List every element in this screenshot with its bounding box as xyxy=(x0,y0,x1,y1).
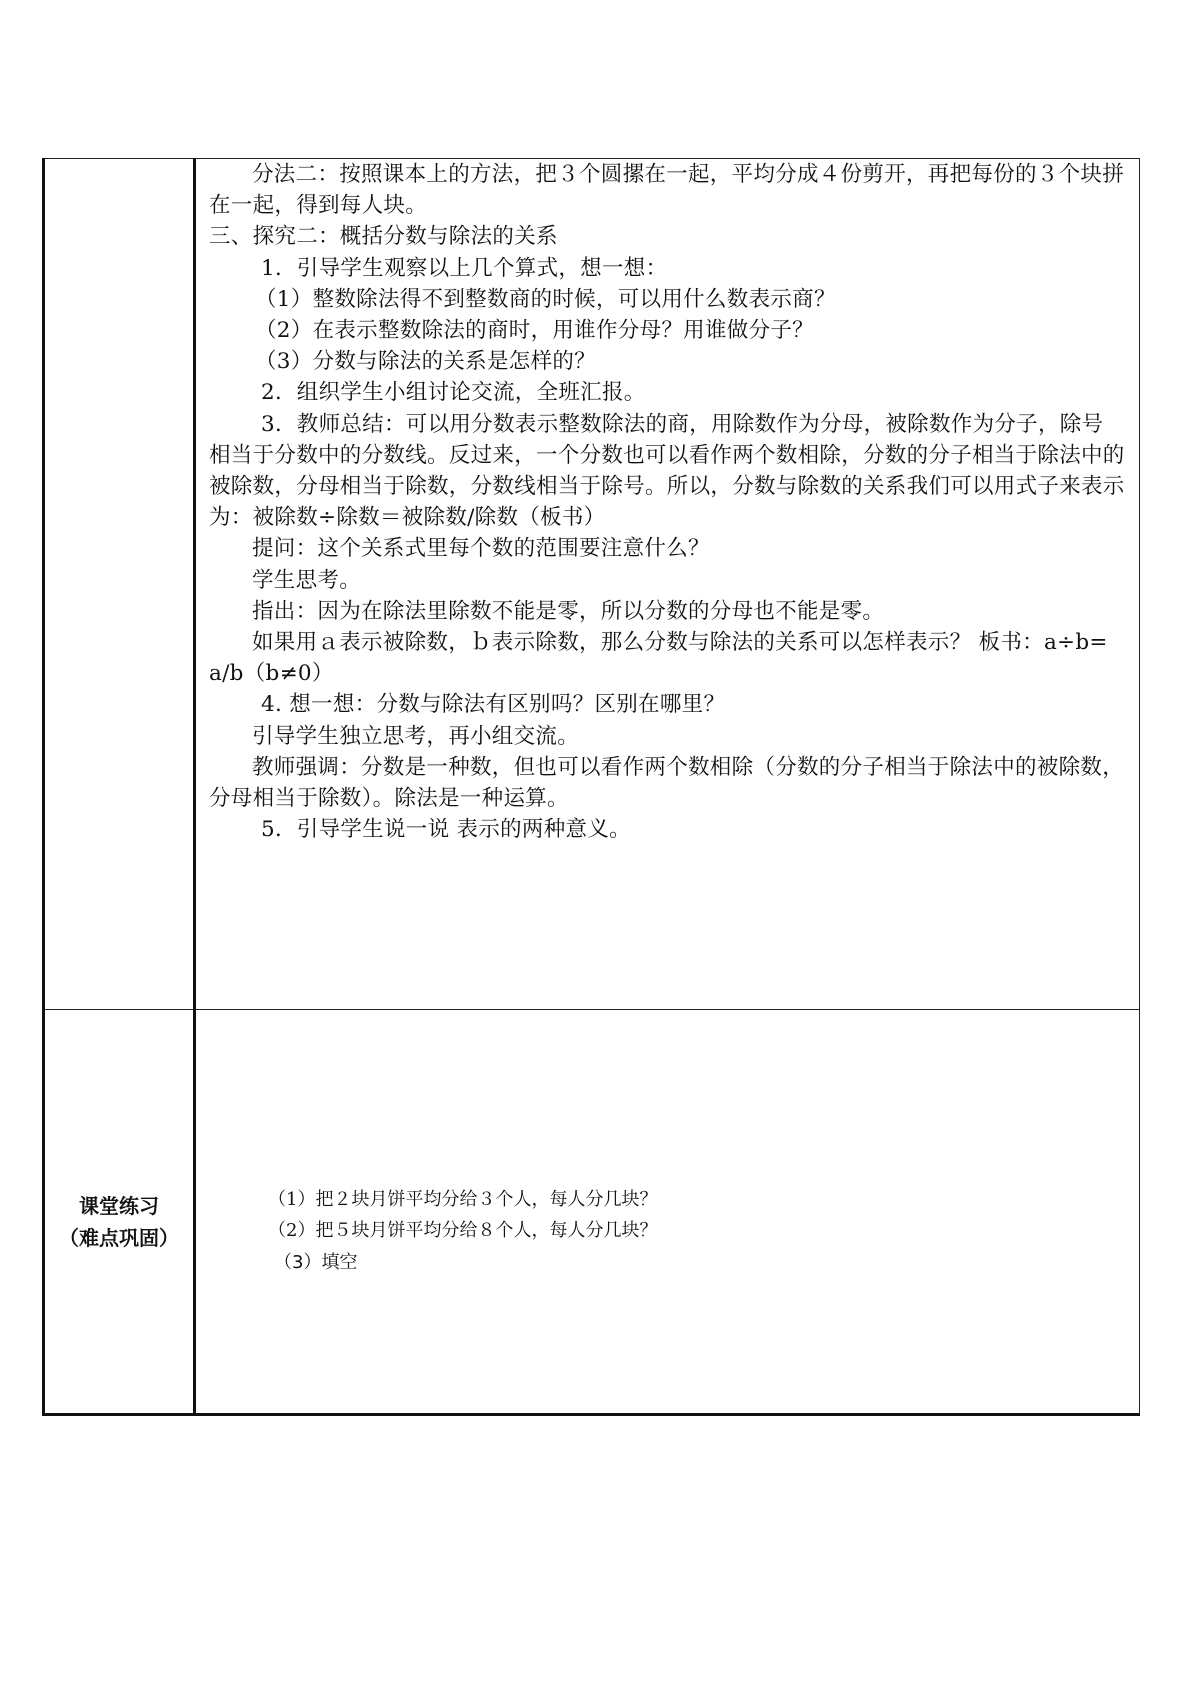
step-4: 4. 想一想：分数与除法有区别吗？区别在哪里？ xyxy=(261,692,726,718)
process-content xyxy=(196,159,1139,845)
point-out: 指出：因为在除法里除数不能是零，所以分数的分母也不能是零。 xyxy=(252,598,885,624)
step-3-summary: 3．教师总结：可以用分数表示整数除法的商，用除数作为分母，被除数作为分子，除号相当于分数中的分数线。反过来，一个分数也可以看作两个数相除，分数的分子相当于除法中的被除数，分母相当于除数，分数线相当于除号。所以，分数与除数的关系我们可以用式子来表示为：被除数÷除数＝被除数/除数（板书） xyxy=(209,411,1125,531)
process-content-cell xyxy=(195,159,1140,1010)
question-3: （3）分数与除法的关系是怎样的？ xyxy=(255,349,596,375)
exercise-1: （1）把２块月饼平均分给３个人，每人分几块？ xyxy=(268,1189,658,1210)
practice-row xyxy=(44,1010,1140,1415)
practice-content-cell xyxy=(195,1010,1140,1415)
step-1: 1．引导学生观察以上几个算式，想一想： xyxy=(261,255,668,281)
practice-label-title: 课堂练习 xyxy=(79,1194,159,1218)
teaching-process-row xyxy=(44,159,1140,1010)
practice-label-cell xyxy=(44,1010,195,1415)
teacher-emphasis: 教师强调：分数是一种数，但也可以看作两个数相除（分数的分子相当于除法中的被除数，分母相当于除数）。除法是一种运算。 xyxy=(209,754,1125,812)
process-label-cell xyxy=(44,159,195,1010)
practice-label xyxy=(45,1190,193,1254)
explore-heading: 三、探究二：概括分数与除法的关系 xyxy=(209,224,558,250)
step-2: 2．组织学生小组讨论交流，全班汇报。 xyxy=(261,380,646,406)
exercise-3: （3）填空 xyxy=(274,1252,358,1273)
question-prompt: 提问：这个关系式里每个数的范围要注意什么？ xyxy=(252,536,710,562)
method-two-paragraph: 分法二：按照课本上的方法，把３个圆摞在一起，平均分成４份剪开，再把每份的３个块拼在一起，得到每人块。 xyxy=(209,162,1125,219)
step-5: 5．引导学生说一说 表示的两种意义。 xyxy=(261,817,631,843)
question-2: （2）在表示整数除法的商时，用谁作分母？用谁做分子？ xyxy=(255,318,814,344)
lesson-plan-table xyxy=(42,158,1140,1416)
students-think: 学生思考。 xyxy=(252,567,362,593)
practice-content xyxy=(268,1185,657,1279)
letter-representation: 如果用ａ表示被除数，ｂ表示除数，那么分数与除法的关系可以怎样表示？ 板书：a÷b= a/b（b≠0） xyxy=(209,630,1108,687)
exercise-2: （2）把５块月饼平均分给８个人，每人分几块？ xyxy=(268,1219,658,1241)
question-1: （1）整数除法得不到整数商的时候，可以用什么数表示商？ xyxy=(255,286,836,312)
guide-independent: 引导学生独立思考，再小组交流。 xyxy=(252,723,580,749)
practice-label-subtitle: （难点巩固） xyxy=(59,1226,179,1250)
